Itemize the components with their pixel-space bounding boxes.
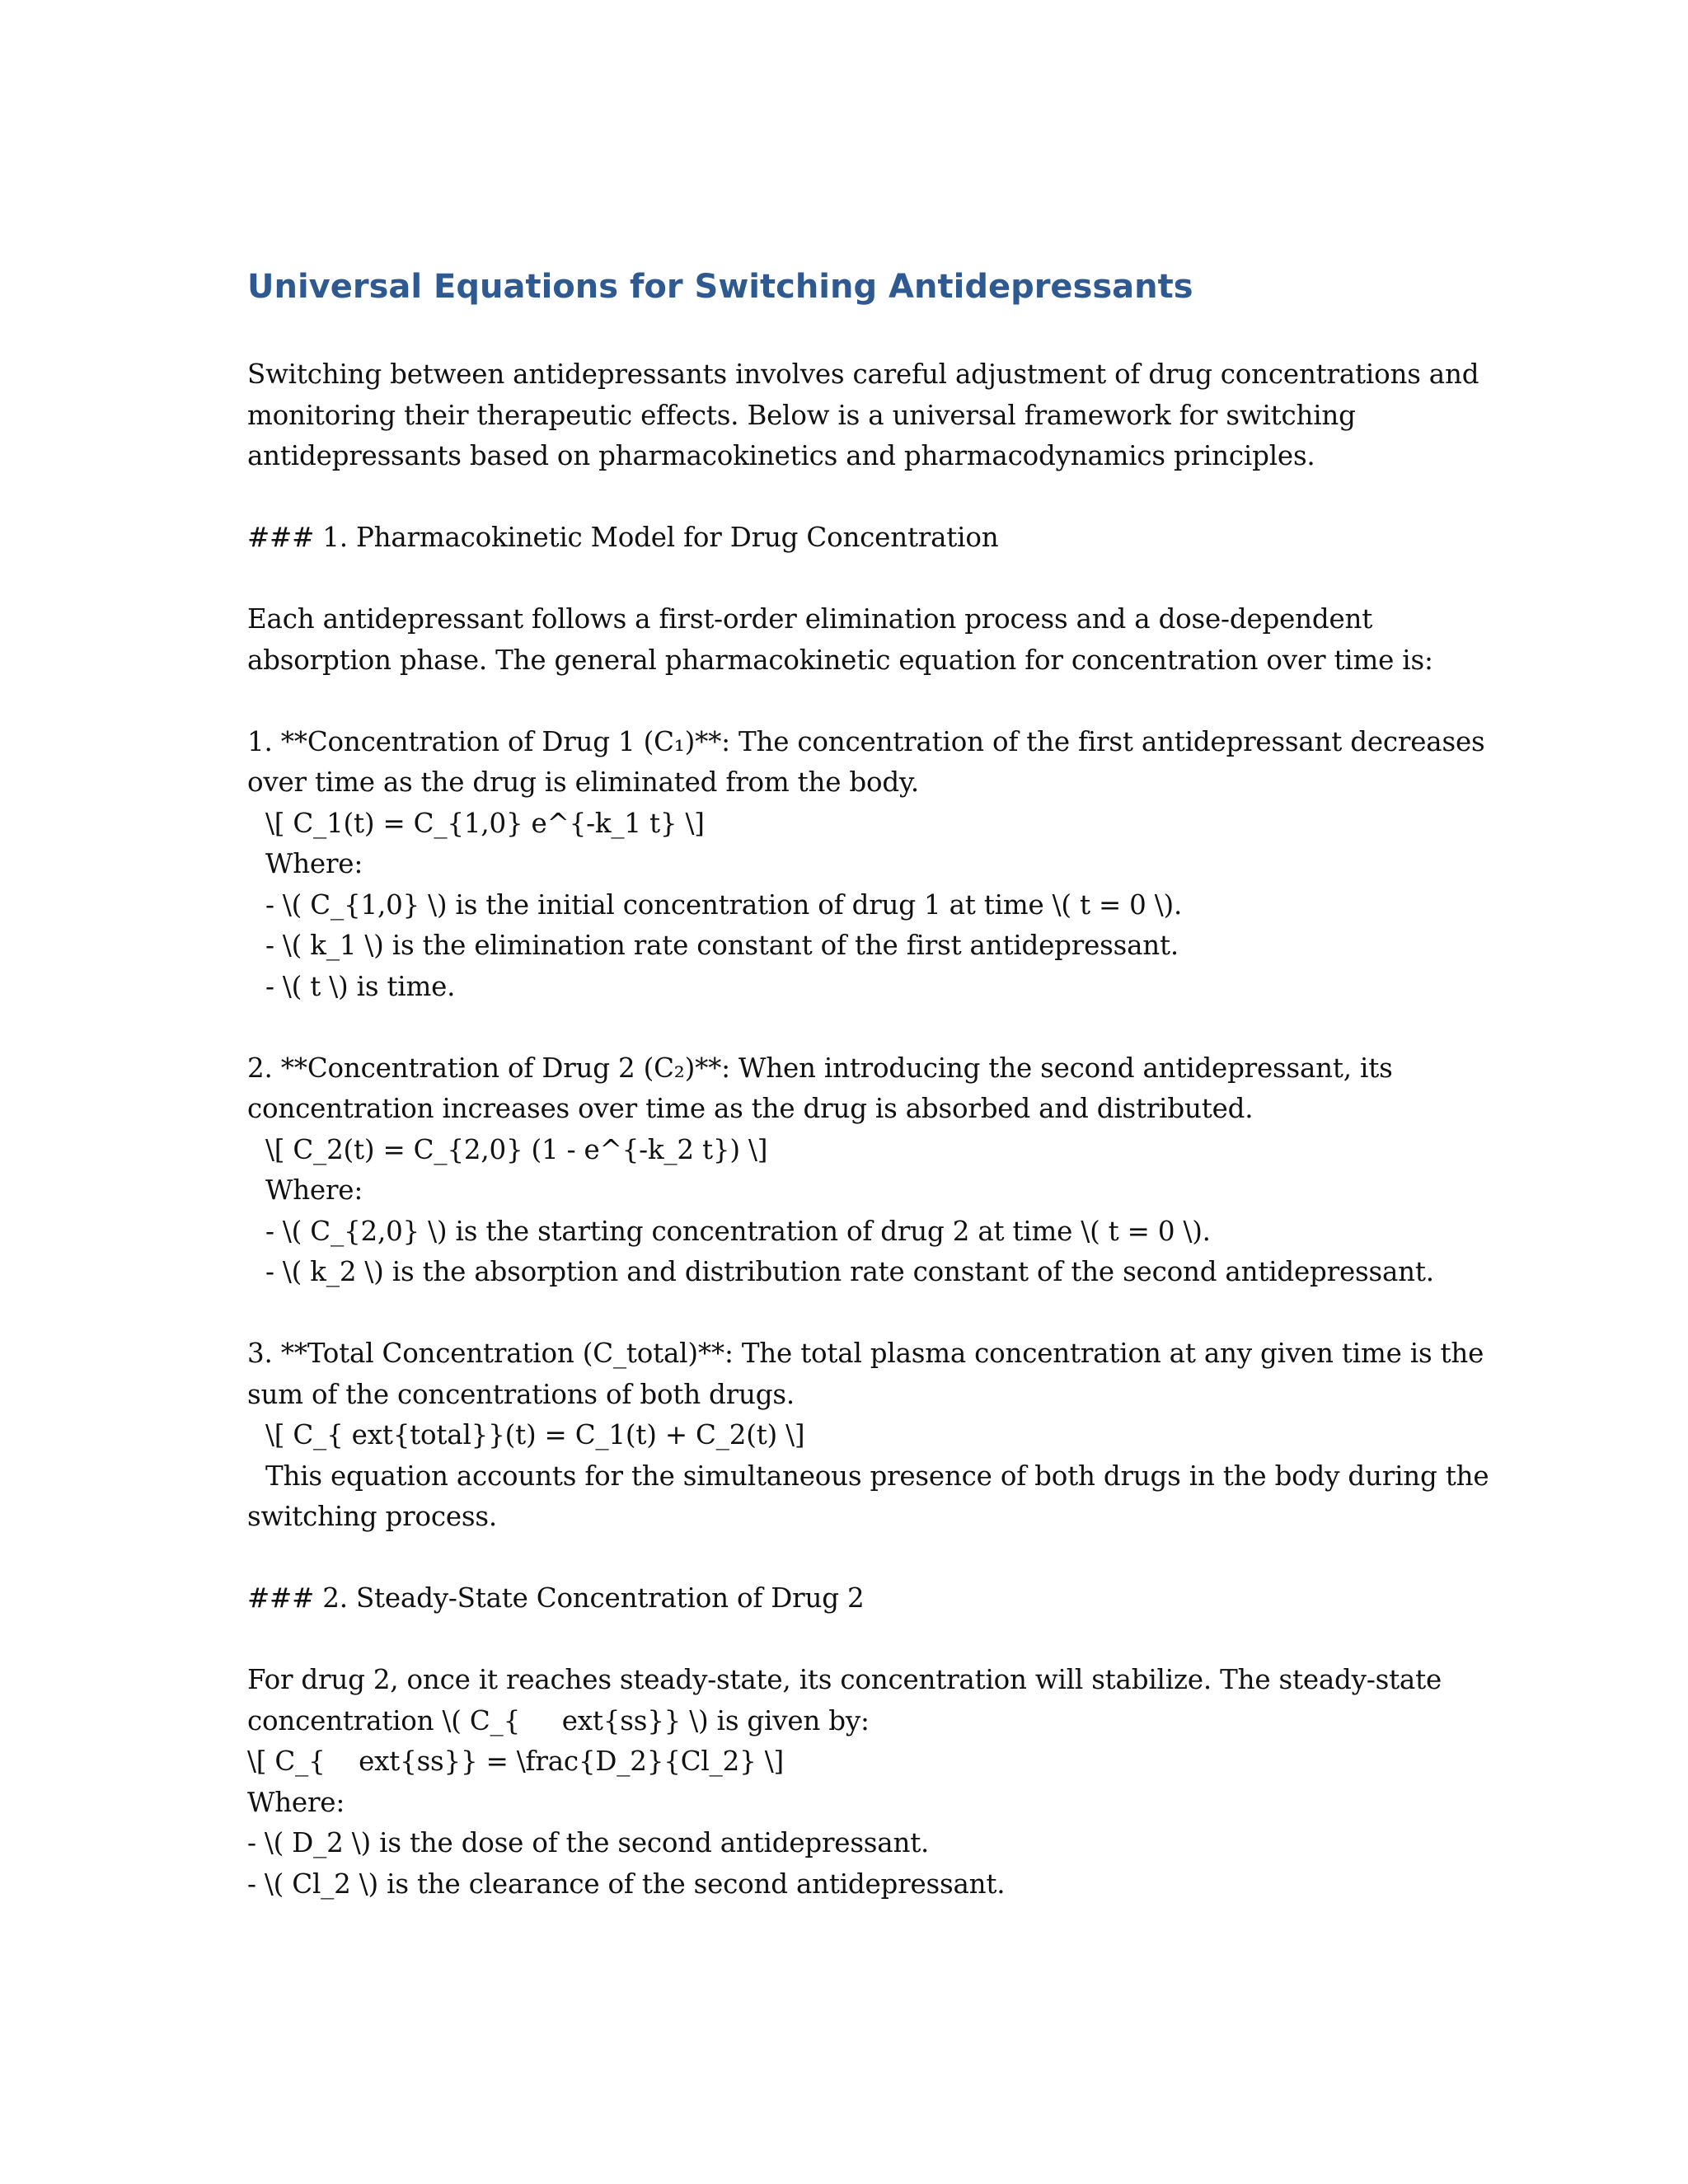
text-line: Each antidepressant follows a first-order elimination process and a dose-dependent [247, 603, 1373, 635]
bullet-item: - \( k_1 \) is the elimination rate constant of the first antidepressant. [265, 930, 1179, 961]
text-line: concentration \( C_{ ext{ss}} \) is given by: [247, 1704, 870, 1736]
text-line: monitoring their therapeutic effects. Below is a universal framework for switching [247, 399, 1356, 431]
bullet-item: - \( k_2 \) is the absorption and distribution rate constant of the second antidepressant. [265, 1256, 1434, 1287]
where-label: Where: [265, 848, 363, 879]
list-item-drug2 [247, 1048, 1451, 1293]
text-line: absorption phase. The general pharmacokinetic equation for concentration over time is: [247, 644, 1433, 676]
text-line: Switching between antidepressants involves careful adjustment of drug concentrations and [247, 359, 1479, 390]
list-item-total [247, 1333, 1489, 1538]
equation-drug2: \[ C_2(t) = C_{2,0} (1 - e^{-k_2 t}) \] [265, 1133, 768, 1165]
where-label: Where: [247, 1786, 345, 1818]
text-line: 2. **Concentration of Drug 2 (C₂)**: When introducing the second antidepressant, its [247, 1052, 1393, 1084]
bullet-item: - \( Cl_2 \) is the clearance of the second antidepressant. [247, 1868, 1006, 1900]
equation-steady-state: \[ C_{ ext{ss}} = \frac{D_2}{Cl_2} \] [247, 1746, 784, 1777]
section2-body [247, 1660, 1451, 1905]
document-body [247, 354, 1489, 1905]
intro-paragraph [247, 354, 1479, 477]
text-line: concentration increases over time as the drug is absorbed and distributed. [247, 1093, 1254, 1124]
document-title: Universal Equations for Switching Antidepressants [247, 268, 1193, 306]
bullet-item: - \( C_{1,0} \) is the initial concentration of drug 1 at time \( t = 0 \). [265, 888, 1183, 921]
text-line: over time as the drug is eliminated from the body. [247, 766, 919, 798]
list-item-drug1 [247, 722, 1485, 1008]
text-line: 3. **Total Concentration (C_total)**: The total plasma concentration at any given time is the [247, 1338, 1484, 1369]
bullet-item: - \( D_2 \) is the dose of the second antidepressant. [247, 1827, 930, 1858]
text-line: For drug 2, once it reaches steady-state, its concentration will stabilize. The steady-state [247, 1664, 1442, 1695]
text-line: sum of the concentrations of both drugs. [247, 1378, 795, 1410]
section1-intro [247, 599, 1451, 681]
section-heading-2: ### 2. Steady-State Concentration of Drug 2 [247, 1582, 865, 1614]
text-line: This equation accounts for the simultaneous presence of both drugs in the body during the [265, 1460, 1489, 1492]
text-line: 1. **Concentration of Drug 1 (C₁)**: The concentration of the first antidepressant decreases [247, 725, 1485, 757]
equation-drug1: \[ C_1(t) = C_{1,0} e^{-k_1 t} \] [265, 807, 705, 839]
equation-total: \[ C_{ ext{total}}(t) = C_1(t) + C_2(t) \] [265, 1419, 805, 1451]
where-label: Where: [265, 1174, 363, 1206]
section-heading-1: ### 1. Pharmacokinetic Model for Drug Concentration [247, 522, 999, 553]
text-line: antidepressants based on pharmacokinetics and pharmacodynamics principles. [247, 440, 1315, 471]
bullet-item: - \( C_{2,0} \) is the starting concentration of drug 2 at time \( t = 0 \). [265, 1215, 1211, 1247]
bullet-item: - \( t \) is time. [265, 970, 456, 1002]
text-line: switching process. [247, 1501, 497, 1532]
